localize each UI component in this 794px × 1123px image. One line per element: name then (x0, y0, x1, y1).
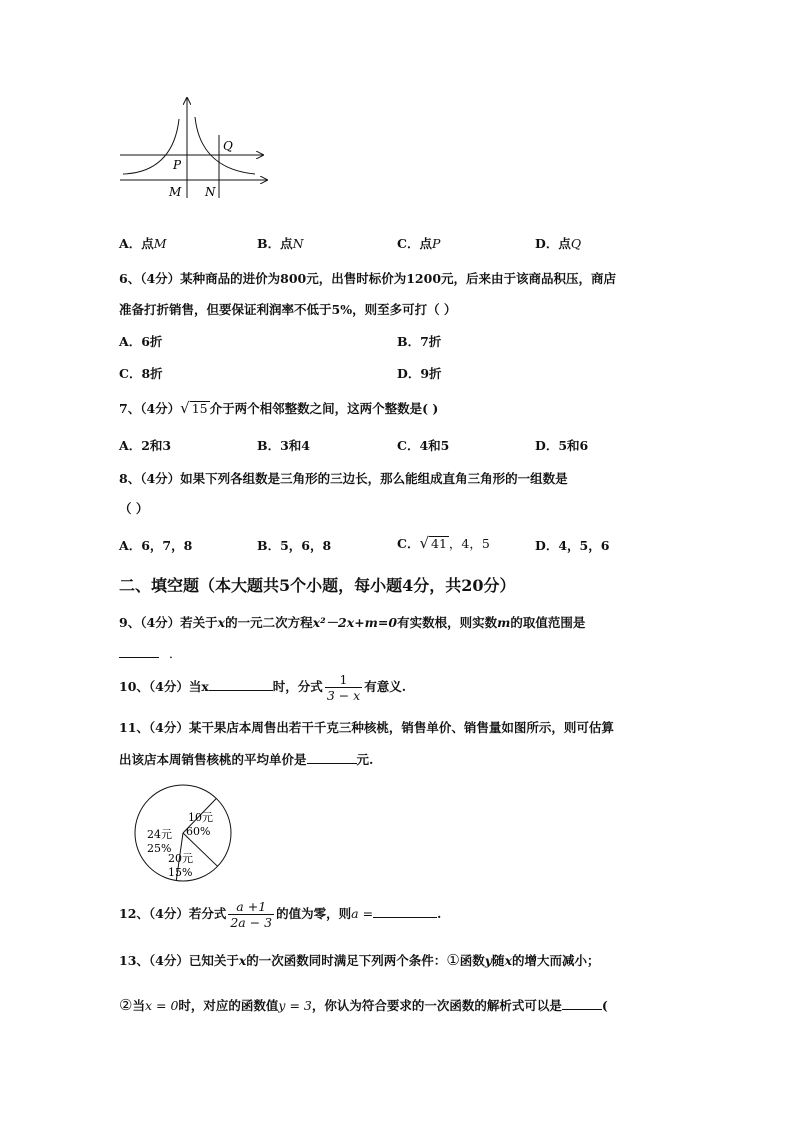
q6-line-1: 6、（4分）某种商品的进价为800元，出售时标价为1200元，后来由于该商品积压，商店 (119, 271, 617, 286)
q7-question: 7、（4分） √ 15 介于两个相邻整数之间，这两个整数是( ) (119, 399, 439, 417)
q7-option-d: D．5和6 (535, 438, 589, 453)
q7-option-b: B．3和4 (257, 438, 310, 453)
q11-line-1: 11、（4分）某干果店本周售出若干千克三种核桃，销售单价、销售量如图所示，则可估算 (119, 720, 614, 735)
q8-option-c: C． √ 41 ，4，5 (397, 534, 490, 552)
pie-label-24-percent: 25% (147, 842, 172, 855)
q13-line-2: ②当x = 0时，对应的函数值y = 3，你认为符合要求的一次函数的解析式可以是 ( (119, 996, 608, 1014)
q12-question: 12、（4分）若分式 $\frac{a +1}{2a - 3}$ 的值为零，则a = . (119, 899, 442, 930)
label-q: Q (223, 139, 233, 153)
section-title: 二、填空题（本大题共5个小题，每小题4分，共20分） (119, 576, 516, 595)
q6-option-b: B．7折 (397, 334, 442, 349)
q6-option-c: C．8折 (119, 366, 163, 381)
label-m: M (169, 185, 182, 199)
q5-option-b: B．点N (257, 236, 304, 251)
q8-option-b: B．5，6，8 (257, 538, 332, 553)
q8-option-d: D．4，5，6 (535, 538, 610, 553)
pie-label-20-percent: 15% (168, 866, 193, 879)
q8-line-1: 8、（4分）如果下列各组数是三角形的三边长，那么能组成直角三角形的一组数是 (119, 471, 568, 486)
q9-question: 9、（4分）若关于x的一元二次方程x²－2x+m=0有实数根，则实数m的取值范围是 (119, 615, 586, 630)
q5-option-c: C．点P (397, 236, 441, 251)
pie-label-24-price: 24元 (147, 828, 172, 841)
q9-blank[interactable] (119, 645, 159, 658)
q7-option-a: A．2和3 (119, 438, 172, 453)
q9-answer-line: ． (119, 644, 182, 662)
pie-label-10-price: 10元 (188, 811, 213, 824)
label-p: P (173, 158, 182, 172)
q8-option-a: A．6，7，8 (119, 538, 193, 553)
q6-line-2: 准备打折销售，但要保证利润率不低于5%，则至多可打（ ） (119, 302, 457, 317)
q12-blank[interactable] (373, 905, 437, 918)
q10-question: 10、（4分）当x 时，分式 $\frac{1}{3 - x}$ 有意义. (119, 672, 407, 703)
q13-line-1: 13、（4分）已知关于x的一次函数同时满足下列两个条件：①函数y随x的增大而减小； (119, 951, 600, 969)
q6-option-d: D．9折 (397, 366, 442, 381)
q10-blank[interactable] (209, 678, 273, 691)
q5-option-d: D．点Q (535, 236, 582, 251)
q5-option-a: A．点M (119, 236, 167, 251)
pie-label-20-price: 20元 (168, 852, 193, 865)
q7-option-c: C．4和5 (397, 438, 450, 453)
q7-sqrt: √ 15 (180, 399, 208, 417)
q6-option-a: A．6折 (119, 334, 163, 349)
label-n: N (205, 185, 216, 199)
hyperbola-graph (115, 95, 275, 205)
pie-label-10-percent: 60% (186, 825, 211, 838)
hyperbola-left-branch (123, 119, 179, 174)
pie-chart (130, 783, 240, 888)
q8-line-2: （ ） (119, 501, 149, 516)
q13-blank[interactable] (562, 997, 602, 1010)
q11-blank[interactable] (307, 751, 357, 764)
q11-line-2: 出该店本周销售核桃的平均单价是 元. (119, 752, 374, 767)
